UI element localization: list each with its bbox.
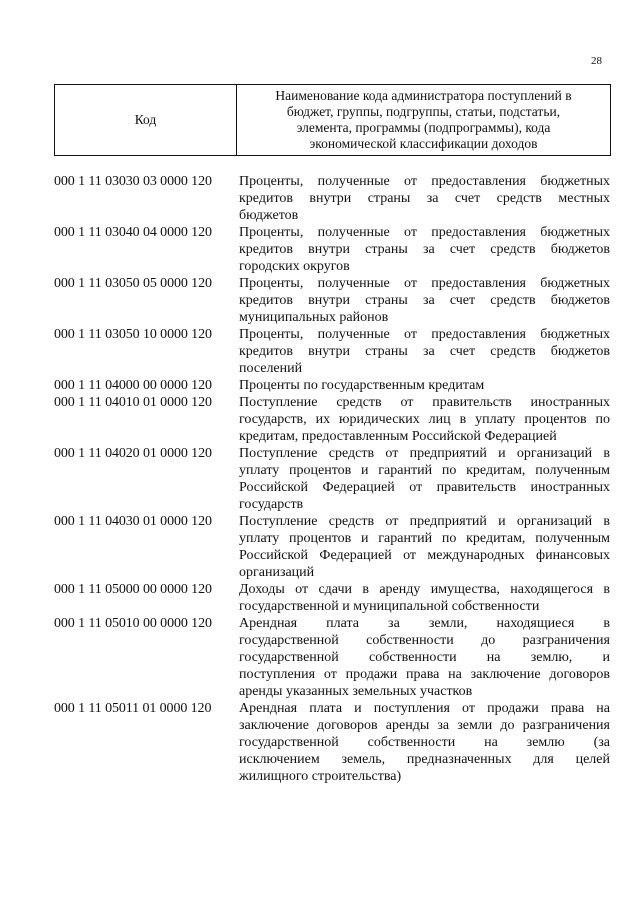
classification-code: 000 1 11 04020 01 0000 120 bbox=[54, 446, 212, 461]
classification-description bbox=[236, 394, 610, 445]
page-number: 28 bbox=[591, 55, 602, 67]
description-line: аренды указанных земельных участков bbox=[239, 684, 473, 699]
description-line: кредитов внутри страны за счет средств бюджетов bbox=[239, 242, 610, 257]
description-line: кредитов внутри страны за счет средств бюджетов bbox=[239, 293, 610, 308]
description-line: кредитам, предоставленным Российской Федерацией bbox=[239, 429, 557, 444]
description-line: уплату процентов и гарантий по кредитам, полученным bbox=[239, 463, 610, 478]
classification-code: 000 1 11 04030 01 0000 120 bbox=[54, 514, 212, 529]
description-line: государств, их юридических лиц в уплату процентов по bbox=[239, 412, 610, 427]
description-line: Проценты, полученные от предоставления бюджетных bbox=[239, 276, 610, 291]
table-row bbox=[54, 377, 610, 394]
description-line: Арендная плата за земли, находящиеся в bbox=[239, 616, 610, 631]
classification-code: 000 1 11 03050 05 0000 120 bbox=[54, 276, 212, 291]
description-line: Доходы от сдачи в аренду имущества, находящегося в bbox=[239, 582, 610, 597]
table-row bbox=[54, 581, 610, 615]
table-row bbox=[54, 394, 610, 445]
description-line: государственной и муниципальной собственности bbox=[239, 599, 540, 614]
description-line: исключением земель, предназначенных для целей bbox=[239, 752, 610, 767]
description-line: Проценты, полученные от предоставления бюджетных bbox=[239, 174, 610, 189]
classification-description bbox=[236, 445, 610, 513]
description-line: Российской Федерацией от правительств иностранных bbox=[239, 480, 610, 495]
description-line: бюджетов bbox=[239, 208, 299, 223]
description-line: Поступление средств от предприятий и организаций в bbox=[239, 446, 610, 461]
description-line: организаций bbox=[239, 565, 315, 580]
description-line: государств bbox=[239, 497, 304, 512]
classification-code: 000 1 11 03050 10 0000 120 bbox=[54, 327, 212, 342]
classification-code: 000 1 11 03030 03 0000 120 bbox=[54, 174, 212, 189]
description-line: Проценты по государственным кредитам bbox=[239, 378, 485, 393]
header-name-line: Наименование кода администратора поступлений в bbox=[275, 88, 572, 103]
header-name-line: бюджет, группы, подгруппы, статьи, подстатьи, bbox=[286, 104, 561, 119]
description-line: заключение договоров аренды за земли до разграничения bbox=[239, 718, 610, 733]
description-line: поступления от продажи права на заключение договоров bbox=[239, 667, 610, 682]
name-column-header bbox=[237, 85, 611, 156]
description-line: уплату процентов и гарантий по кредитам, полученным bbox=[239, 531, 610, 546]
description-line: городских округов bbox=[239, 259, 350, 274]
description-line: поселений bbox=[239, 361, 303, 376]
description-line: Проценты, полученные от предоставления бюджетных bbox=[239, 225, 610, 240]
description-line: Арендная плата и поступления от продажи права на bbox=[239, 701, 610, 716]
table-header bbox=[54, 84, 611, 156]
classification-code: 000 1 11 04010 01 0000 120 bbox=[54, 395, 212, 410]
header-name-line: экономической классификации доходов bbox=[309, 136, 538, 151]
description-line: Поступление средств от предприятий и организаций в bbox=[239, 514, 610, 529]
table-row bbox=[54, 445, 610, 513]
classification-code: 000 1 11 05011 01 0000 120 bbox=[54, 701, 212, 716]
description-line: государственной собственности на землю, и bbox=[239, 650, 610, 665]
description-line: государственной собственности на землю (за bbox=[239, 735, 610, 750]
classification-description bbox=[236, 377, 610, 394]
description-line: жилищного строительства) bbox=[239, 769, 402, 784]
description-line: муниципальных районов bbox=[239, 310, 389, 325]
classification-code: 000 1 11 04000 00 0000 120 bbox=[54, 378, 212, 393]
classification-description bbox=[236, 513, 610, 581]
classification-description bbox=[236, 326, 610, 377]
classification-description bbox=[236, 581, 610, 615]
classification-code: 000 1 11 05010 00 0000 120 bbox=[54, 616, 212, 631]
classification-description bbox=[236, 275, 610, 326]
header-name-line: элемента, программы (подпрограммы), кода bbox=[296, 120, 551, 135]
table-row bbox=[54, 700, 610, 785]
classification-list bbox=[54, 173, 610, 785]
classification-description bbox=[236, 173, 610, 224]
table-row bbox=[54, 224, 610, 275]
description-line: кредитов внутри страны за счет средств бюджетов bbox=[239, 344, 610, 359]
description-line: государственной собственности до разграничения bbox=[239, 633, 610, 648]
description-line: Поступление средств от правительств иностранных bbox=[239, 395, 610, 410]
table-row bbox=[54, 615, 610, 700]
classification-code: 000 1 11 05000 00 0000 120 bbox=[54, 582, 212, 597]
code-column-header: Код bbox=[55, 85, 237, 156]
classification-description bbox=[236, 700, 610, 785]
table-row bbox=[54, 326, 610, 377]
description-line: Российской Федерацией от международных финансовых bbox=[239, 548, 610, 563]
table-row bbox=[54, 513, 610, 581]
classification-description bbox=[236, 224, 610, 275]
classification-code: 000 1 11 03040 04 0000 120 bbox=[54, 225, 212, 240]
table-row bbox=[54, 275, 610, 326]
table-row bbox=[54, 173, 610, 224]
description-line: Проценты, полученные от предоставления бюджетных bbox=[239, 327, 610, 342]
classification-description bbox=[236, 615, 610, 700]
description-line: кредитов внутри страны за счет средств местных bbox=[239, 191, 610, 206]
